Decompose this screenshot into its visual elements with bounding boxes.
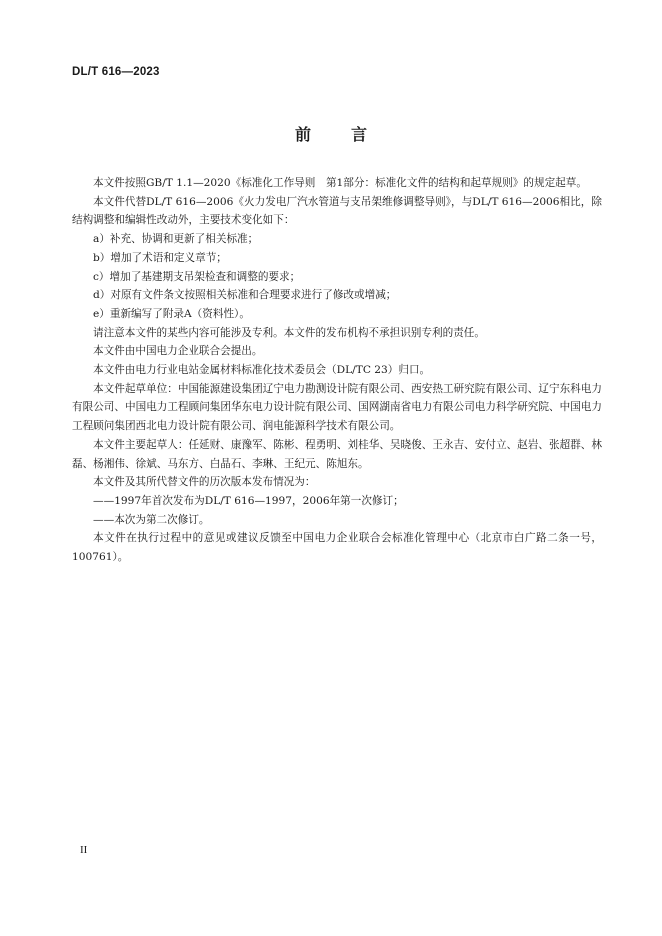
history-item: ——1997年首次发布为DL/T 616—1997，2006年第一次修订； bbox=[93, 494, 404, 507]
list-item: e）重新编写了附录A（资料性）。 bbox=[93, 307, 250, 320]
page-number: II bbox=[80, 844, 88, 856]
list-item: a）补充、协调和更新了相关标准； bbox=[93, 233, 259, 246]
history-item: ——本次为第二次修订。 bbox=[93, 513, 210, 526]
list-item: b）增加了术语和定义章节； bbox=[93, 251, 227, 264]
paragraph-proposer: 本文件由中国电力企业联合会提出。 bbox=[93, 345, 263, 358]
paragraph-drafting-basis: 本文件按照GB/T 1.1—2020《标准化工作导则 第1部分：标准化文件的结构和起草规则》的规定起草。 bbox=[93, 177, 587, 189]
paragraph-history-intro: 本文件及其所代替文件的历次版本发布情况为： bbox=[93, 476, 316, 489]
list-item: d）对原有文件条文按照相关标准和合理要求进行了修改或增减； bbox=[93, 289, 397, 302]
list-item: c）增加了基建期支吊架检查和调整的要求； bbox=[93, 270, 301, 283]
document-body bbox=[72, 174, 602, 567]
paragraph-feedback: 本文件在执行过程中的意见或建议反馈至中国电力企业联合会标准化管理中心（北京市白广路二条一号，100761）。 bbox=[72, 532, 602, 564]
paragraph-drafters: 本文件主要起草人：任延财、康豫军、陈彬、程勇明、刘桂华、吴晓俊、王永吉、安付立、赵岩、张超群、林磊、杨湘伟、徐斌、马东方、白晶石、李琳、王纪元、陈旭东。 bbox=[72, 438, 602, 470]
paragraph-drafting-units: 本文件起草单位：中国能源建设集团辽宁电力勘测设计院有限公司、西安热工研究院有限公司、辽宁东科电力有限公司、中国电力工程顾问集团华东电力设计院有限公司、国网湖南省电力有限公司电力科学研究院、中国电力工程顾问集团西北电力设计院有限公司、润电能源科学技术有限公司。 bbox=[72, 382, 602, 433]
paragraph-replacement: 本文件代替DL/T 616—2006《火力发电厂汽水管道与支吊架维修调整导则》，与DL/T 616—2006相比，除结构调整和编辑性改动外，主要技术变化如下： bbox=[72, 195, 602, 227]
document-code-header: DL/T 616—2023 bbox=[72, 66, 160, 78]
paragraph-patent-notice: 请注意本文件的某些内容可能涉及专利。本文件的发布机构不承担识别专利的责任。 bbox=[93, 326, 485, 339]
page-title: 前言 bbox=[294, 125, 407, 144]
paragraph-committee: 本文件由电力行业电站金属材料标准化技术委员会（DL/TC 23）归口。 bbox=[93, 364, 431, 377]
